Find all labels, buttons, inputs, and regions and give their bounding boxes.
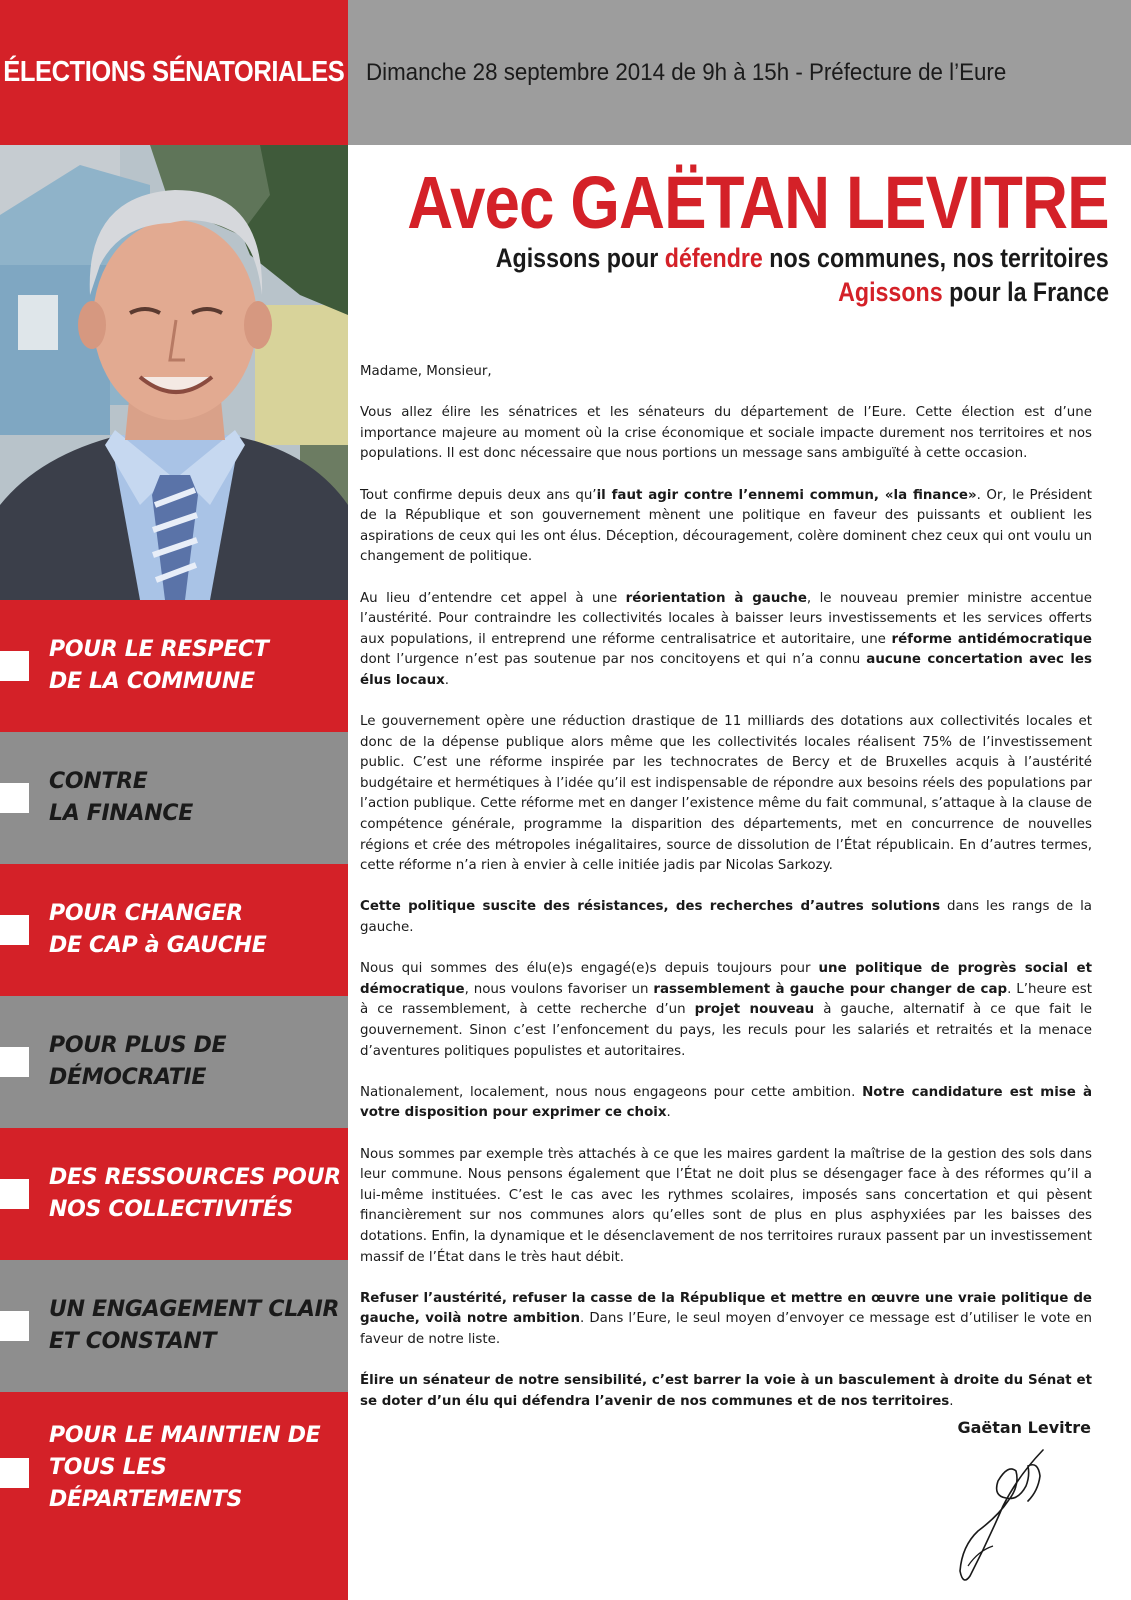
event-info-banner <box>348 0 1131 145</box>
slogan-text: POUR LE MAINTIEN DE TOUS LES DÉPARTEMENTS <box>49 1423 321 1512</box>
handwritten-signature <box>948 1446 1058 1586</box>
bold-run: Cette politique suscite des résistances, des recherches d’autres solutions <box>360 899 941 915</box>
slogan-engagement <box>0 1260 348 1392</box>
letter-paragraph-3 <box>360 589 1092 692</box>
headline-title: Avec GAËTAN LEVITRE <box>407 161 1109 244</box>
text-run: . Or, le Président de la République et son gouvernement mènent une politique en faveur des puissants et oublient les aspirations de ceux qui les ont élus. Déception, découragement, colère dominent chez ceux qui ont voulu un changement de politique. <box>360 487 1092 565</box>
text-run: dont l’urgence n’est pas soutenue par nos concitoyens et qui n’a connu <box>360 652 867 668</box>
letter-paragraph-1: Vous allez élire les sénatrices et les sénateurs du département de l’Eure. Cette élection est d’une importance majeure au moment où la crise économique et sociale impacte durement nos territoires et nos populations. Il est donc nécessaire que nous portions un message sans ambiguïté à cette occasion. <box>360 405 1092 462</box>
slogan-ressources <box>0 1128 348 1260</box>
slogan-text: UN ENGAGEMENT CLAIR ET CONSTANT <box>49 1297 340 1354</box>
text-run: , nous voulons favoriser un <box>464 981 654 997</box>
bold-run: Notre candidature est mise à votre disposition pour exprimer ce choix <box>360 1084 1092 1121</box>
slogan-changer-cap <box>0 864 348 996</box>
signature-name: Gaëtan Levitre <box>957 1418 1091 1437</box>
text-run: , le nouveau premier ministre accentue l’austérité. Pour contraindre les collectivités locales à baisser leurs investissements et les services offerts aux populations, il entreprend une réforme centralisatrice et autoritaire, une <box>360 590 1093 647</box>
slogan-marker <box>0 915 29 945</box>
text-run: Au lieu d’entendre cet appel à une <box>360 590 626 606</box>
letter-paragraph-6 <box>360 959 1092 1062</box>
slogan-marker <box>0 1047 29 1077</box>
slogan-democratie <box>0 996 348 1128</box>
bold-run: une politique de progrès social et démocratique <box>360 961 1092 997</box>
event-info: Dimanche 28 septembre 2014 de 9h à 15h - Préfecture de l’Eure <box>366 58 1007 86</box>
slogan-departements <box>0 1392 348 1600</box>
subtitle-text: nos communes, nos territoires <box>763 243 1109 273</box>
slogans-column <box>0 600 348 1600</box>
letter-paragraph-2 <box>360 486 1092 568</box>
letter-body <box>360 362 1092 1433</box>
letter-paragraph-4: Le gouvernement opère une réduction drastique de 11 milliards des dotations aux collectivités locales et donc de la dépense publique alors même que les collectivités locales réalisent 75% de l’investissement public. C’est une réforme inspirée par les technocrates de Bercy et de Bruxelles acquis à l’austérité budgétaire et hermétiques à l’idée qu’il est indispensable de répondre aux besoins réels des populations par l’action publique. Cette réforme met en danger l’existence même du fait communal, s’attaque à la clause de compétence générale, programme la disparition des départements, met en concurrence de nouvelles régions et crée des métropoles inégalitaires, source de dissolution de l’État républicain. En d’autres termes, cette réforme n’a rien à envier à celle initiée jadis par Nicolas Sarkozy. <box>360 714 1092 874</box>
bold-run: Élire un sénateur de notre sensibilité, c’est barrer la voie à un basculement à droite du Sénat et se doter d’un élu qui défendra l’avenir de nos communes et de nos territoires <box>360 1373 1092 1409</box>
letter-paragraph-5 <box>360 897 1092 938</box>
slogan-marker <box>0 783 29 813</box>
bold-run: réorientation à gauche <box>625 590 807 606</box>
slogan-contre-finance <box>0 732 348 864</box>
slogan-marker <box>0 1179 29 1209</box>
text-run: dans les rangs de la gauche. <box>360 899 1092 936</box>
subtitle-highlight: Agissons <box>838 277 943 307</box>
bold-run: projet nouveau <box>694 1002 815 1018</box>
banner-title: ÉLECTIONS SÉNATORIALES <box>3 56 345 88</box>
slogan-text: DES RESSOURCES POUR NOS COLLECTIVITÉS <box>49 1165 341 1222</box>
letter-paragraph-10 <box>360 1371 1092 1412</box>
bold-run: Refuser l’austérité, refuser la casse de la République et mettre en œuvre une vraie politique de gauche, voilà notre ambition <box>360 1290 1092 1327</box>
subtitle-highlight: défendre <box>665 243 764 273</box>
letter-greeting: Madame, Monsieur, <box>360 364 492 379</box>
headline-subtitle-1 <box>496 241 1109 275</box>
bold-run: aucune concertation avec les élus locaux <box>360 652 1092 688</box>
subtitle-text: Agissons pour <box>496 243 666 273</box>
slogan-text: POUR LE RESPECT DE LA COMMUNE <box>49 637 269 694</box>
text-run: . <box>666 1105 671 1121</box>
text-run: . <box>444 672 450 688</box>
text-run: à gauche, alternatif à ce que fait le gouvernement. Sinon c’est l’enfoncement du pays, les reculs pour les salariés et retraités et la menace d’aventures politiques populistes et autoritaires. <box>360 1002 1092 1059</box>
bold-run: réforme antidémocratique <box>891 631 1092 647</box>
bold-run: rassemblement à gauche pour changer de cap <box>653 981 1008 997</box>
bold-run: il faut agir contre l’ennemi commun, «la finance» <box>596 487 977 503</box>
slogan-respect-commune <box>0 600 348 732</box>
text-run: Nous qui sommes des élu(e)s engagé(e)s depuis toujours pour <box>360 961 819 977</box>
slogan-text: POUR PLUS DE DÉMOCRATIE <box>49 1033 227 1090</box>
headline <box>293 160 1109 246</box>
slogan-marker <box>0 1458 29 1488</box>
text-run: Tout confirme depuis deux ans qu’ <box>360 487 597 503</box>
text-run: . L’heure est à ce rassemblement, à cette recherche d’un <box>360 981 1092 1018</box>
text-run: Nationalement, localement, nous nous engageons pour cette ambition. <box>360 1084 863 1100</box>
slogan-text: CONTRE LA FINANCE <box>49 769 193 826</box>
slogan-marker <box>0 651 29 681</box>
letter-paragraph-9 <box>360 1289 1092 1351</box>
letter-paragraph-8: Nous sommes par exemple très attachés à ce que les maires gardent la maîtrise de la gestion des sols dans leur commune. Nous pensons également que l’État ne doit plus se désengager face à des réformes qu’il a lui-même instituées. C’est le cas avec les rythmes scolaires, imposés sans concertation et qui pèsent financièrement sur nos communes alors qu’elles sont de plus en plus asphyxiées par les baisses des dotations. Enfin, la dynamique et le désenclavement de nos territoires ruraux passent par un investissement massif de l’État dans le très haut débit. <box>360 1146 1092 1265</box>
text-run: . Dans l’Eure, le seul moyen d’envoyer ce message est d’utiliser le vote en faveur de notre liste. <box>360 1311 1092 1347</box>
slogan-marker <box>0 1311 29 1341</box>
subtitle-text: pour la France <box>942 277 1109 307</box>
election-banner <box>0 0 348 145</box>
headline-subtitle-2 <box>838 275 1109 309</box>
letter-paragraph-7 <box>360 1083 1092 1124</box>
slogan-text: POUR CHANGER DE CAP à GAUCHE <box>49 901 267 958</box>
text-run: . <box>949 1393 954 1409</box>
